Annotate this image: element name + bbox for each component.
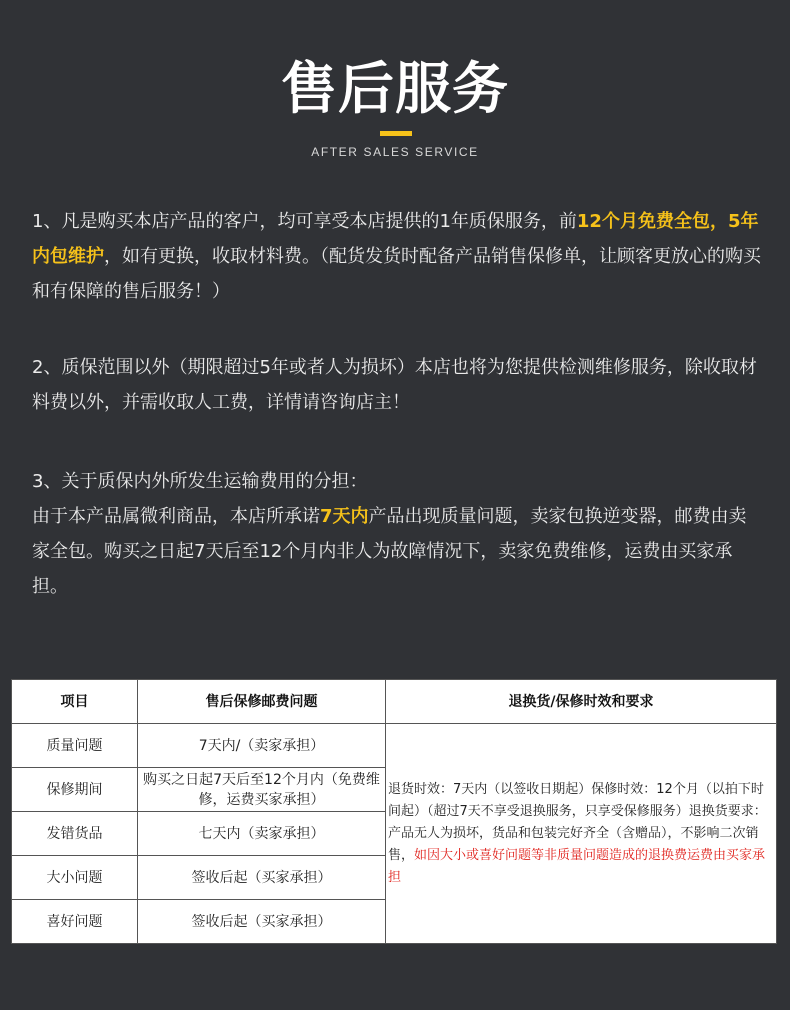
- row-shipping: 签收后起（买家承担）: [138, 900, 386, 944]
- paragraph-1-highlight: 12个月免费全包，5年内包维护: [32, 211, 759, 267]
- paragraph-3-heading: 3、关于质保内外所发生运输费用的分担：: [32, 471, 368, 492]
- paragraph-3-highlight: 7天内: [320, 506, 369, 527]
- note-line-1: 退货时效：7天内（以签收日期起）保修时效：12个月（以拍下时间起）（超过7天不享受退换服务，只享受保修服务）退换货要求：: [388, 781, 767, 819]
- row-shipping: 签收后起（买家承担）: [138, 856, 386, 900]
- table-row: [12, 724, 777, 768]
- row-item: 大小问题: [12, 856, 138, 900]
- paragraph-3-text-b: 产品出现质量问题，卖家包换逆变器，邮费由卖家全包。购买之日起7天后至12个月内非人为故障情况下，卖家免费维修，运费由买家承担。: [32, 506, 747, 597]
- paragraph-out-of-warranty: [32, 350, 762, 420]
- title-underline: [380, 131, 412, 136]
- table-header-row: [12, 680, 777, 724]
- row-shipping: 七天内（卖家承担）: [138, 812, 386, 856]
- row-shipping: 7天内/（卖家承担）: [138, 724, 386, 768]
- row-item: 发错货品: [12, 812, 138, 856]
- return-policy-note: [386, 724, 777, 944]
- note-warning: 如因大小或喜好问题等非质量问题造成的退换费运费由买家承担: [388, 847, 766, 885]
- header-return-policy: 退换货/保修时效和要求: [386, 680, 777, 724]
- row-item: 保修期间: [12, 768, 138, 812]
- paragraph-2-text: 2、质保范围以外（期限超过5年或者人为损坏）本店也将为您提供检测维修服务，除收取材料费以外，并需收取人工费，详情请咨询店主！: [32, 357, 757, 413]
- after-sales-table: [11, 679, 777, 944]
- paragraph-1-text-b: ，如有更换，收取材料费。（配货发货时配备产品销售保修单，让顾客更放心的购买和有保障的售后服务！）: [32, 246, 761, 302]
- paragraph-3-text-a: 由于本产品属微利商品，本店所承诺: [32, 506, 320, 527]
- paragraph-warranty: [32, 204, 762, 309]
- page-title: 售后服务: [281, 57, 509, 122]
- note-line-2: 产品无人为损坏，货品和包装完好齐全（含赠品），不影响二次销售，: [388, 825, 759, 863]
- paragraph-shipping-costs: [32, 464, 762, 604]
- header-shipping: 售后保修邮费问题: [138, 680, 386, 724]
- paragraph-1-text-a: 1、凡是购买本店产品的客户，均可享受本店提供的1年质保服务，前: [32, 211, 577, 232]
- row-item: 喜好问题: [12, 900, 138, 944]
- row-item: 质量问题: [12, 724, 138, 768]
- header-item: 项目: [12, 680, 138, 724]
- page-subtitle: AFTER SALES SERVICE: [311, 145, 479, 159]
- row-shipping: 购买之日起7天后至12个月内（免费维修，运费买家承担）: [138, 768, 386, 812]
